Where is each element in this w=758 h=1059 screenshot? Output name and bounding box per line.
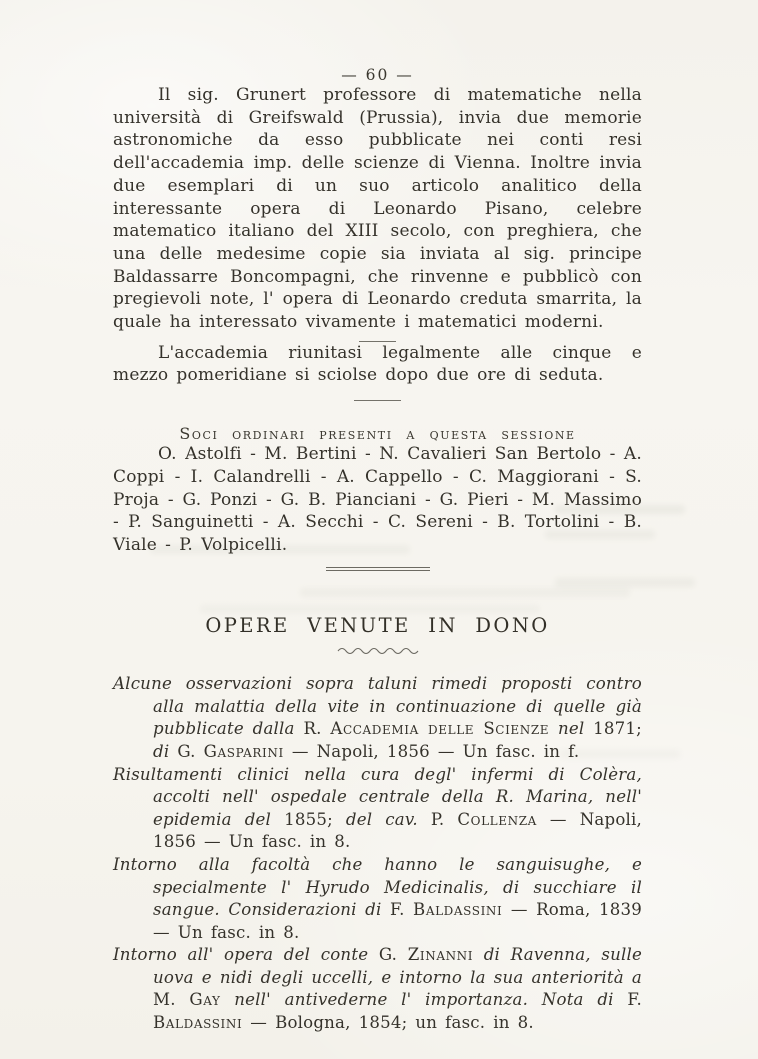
double-rule-divider	[326, 567, 430, 572]
entry-text-segment: Intorno alla facoltà che hanno le sanguisughe, e specialmente l' Hyrudo Medicinalis, di succhiare il sangue. Considerazioni di	[113, 854, 642, 920]
bibliography-entry	[113, 673, 642, 763]
entry-text-segment: di Ravenna, sulle uova e nidi degli uccelli, e intorno la sua anteriorità a	[153, 945, 642, 987]
entry-text-segment: Gasparini	[203, 741, 284, 761]
entry-text-segment: di	[153, 741, 178, 761]
bibliography-entry	[113, 764, 642, 854]
entry-text-segment: F.	[627, 990, 642, 1010]
donated-works-heading: OPERE VENUTE IN DONO	[205, 614, 550, 638]
entry-text-segment: Gay	[189, 990, 221, 1010]
members-present-list: O. Astolfi - M. Bertini - N. Cavalieri San Bertolo - A. Coppi - I. Calandrelli - A. Cappello - C. Maggiorani - S. Proja - G. Ponzi - G. B. Pianciani - G. Pieri - M. Massimo - P. Sanguinetti - A. Secchi - C. Sereni - B. Tortolini - B. Viale - P. Volpicelli.	[113, 444, 642, 555]
entry-text-segment: P.	[430, 809, 458, 829]
entry-text-segment: G.	[378, 945, 408, 965]
page-number: — 60 —	[341, 66, 414, 84]
entry-text-segment: — Bologna, 1854; un fasc. in 8.	[242, 1013, 534, 1033]
bibliography-entry	[113, 854, 642, 944]
wavy-ornament-icon	[113, 646, 642, 656]
entry-text-segment: 1871;	[593, 719, 642, 739]
entry-text-segment: Baldassini	[413, 900, 503, 920]
entry-text-segment: Intorno all' opera del conte	[113, 945, 379, 965]
entry-text-segment: F.	[389, 900, 414, 920]
entry-text-segment: del cav.	[345, 809, 431, 829]
entry-text-segment: Accademia delle Scienze	[330, 719, 550, 739]
minutes-paragraph-adjournment: L'accademia riunitasi legalmente alle cinque e mezzo pomeridiane si sciolse dopo due ore di seduta.	[113, 342, 642, 386]
entry-text-segment: R.	[303, 719, 331, 739]
entry-text-segment: M.	[153, 990, 190, 1010]
bibliography-entries	[113, 673, 642, 1035]
entry-text-segment: Baldassini	[153, 1013, 243, 1033]
session-members-heading: Soci ordinari presenti a questa sessione	[179, 424, 576, 444]
entry-text-segment: nell' antivederne l' importanza. Nota di	[220, 990, 628, 1010]
entry-text-segment: — Roma, 1839 — Un fasc. in 8.	[153, 900, 642, 942]
entry-text-segment: Collenza	[457, 809, 537, 829]
bibliography-entry	[113, 944, 642, 1034]
minutes-paragraph-grunert: Il sig. Grunert professore di matematiche nella università di Greifswald (Prussia), invia due memorie astronomiche da esso pubblicate nei conti resi dell'accademia imp. delle scienze di Vienna. Inoltre invia due esemplari di un suo articolo analitico della interessante opera di Leonardo Pisano, celebre matematico italiano del XIII secolo, con preghiera, che una delle medesime copie sia inviata al sig. principe Baldassarre Boncompagni, che rinvenne e pubblicò con pregievoli note, l' opera di Leonardo creduta smarrita, la quale ha interessato vivamente i matematici moderni.	[113, 85, 642, 333]
entry-text-segment: — Napoli, 1856 — Un fasc. in 8.	[153, 809, 643, 852]
entry-text-segment: — Napoli, 1856 — Un fasc. in f.	[283, 741, 580, 761]
section-divider-rule	[359, 341, 396, 342]
entry-text-segment: Alcune osservazioni sopra taluni rimedi proposti contro alla malattia della vite in continuazione di quelle già pubblicate dalla	[113, 674, 642, 739]
section-divider-rule	[354, 400, 401, 401]
entry-text-segment: nel	[549, 719, 594, 739]
entry-text-segment: 1855;	[284, 809, 346, 829]
entry-text-segment: Risultamenti clinici nella cura degl' infermi di Colèra, accolti nell' ospedale centrale della R. Marina, nell' epidemia del	[113, 764, 642, 829]
entry-text-segment: Zinanni	[407, 945, 474, 965]
entry-text-segment: G.	[177, 741, 204, 761]
